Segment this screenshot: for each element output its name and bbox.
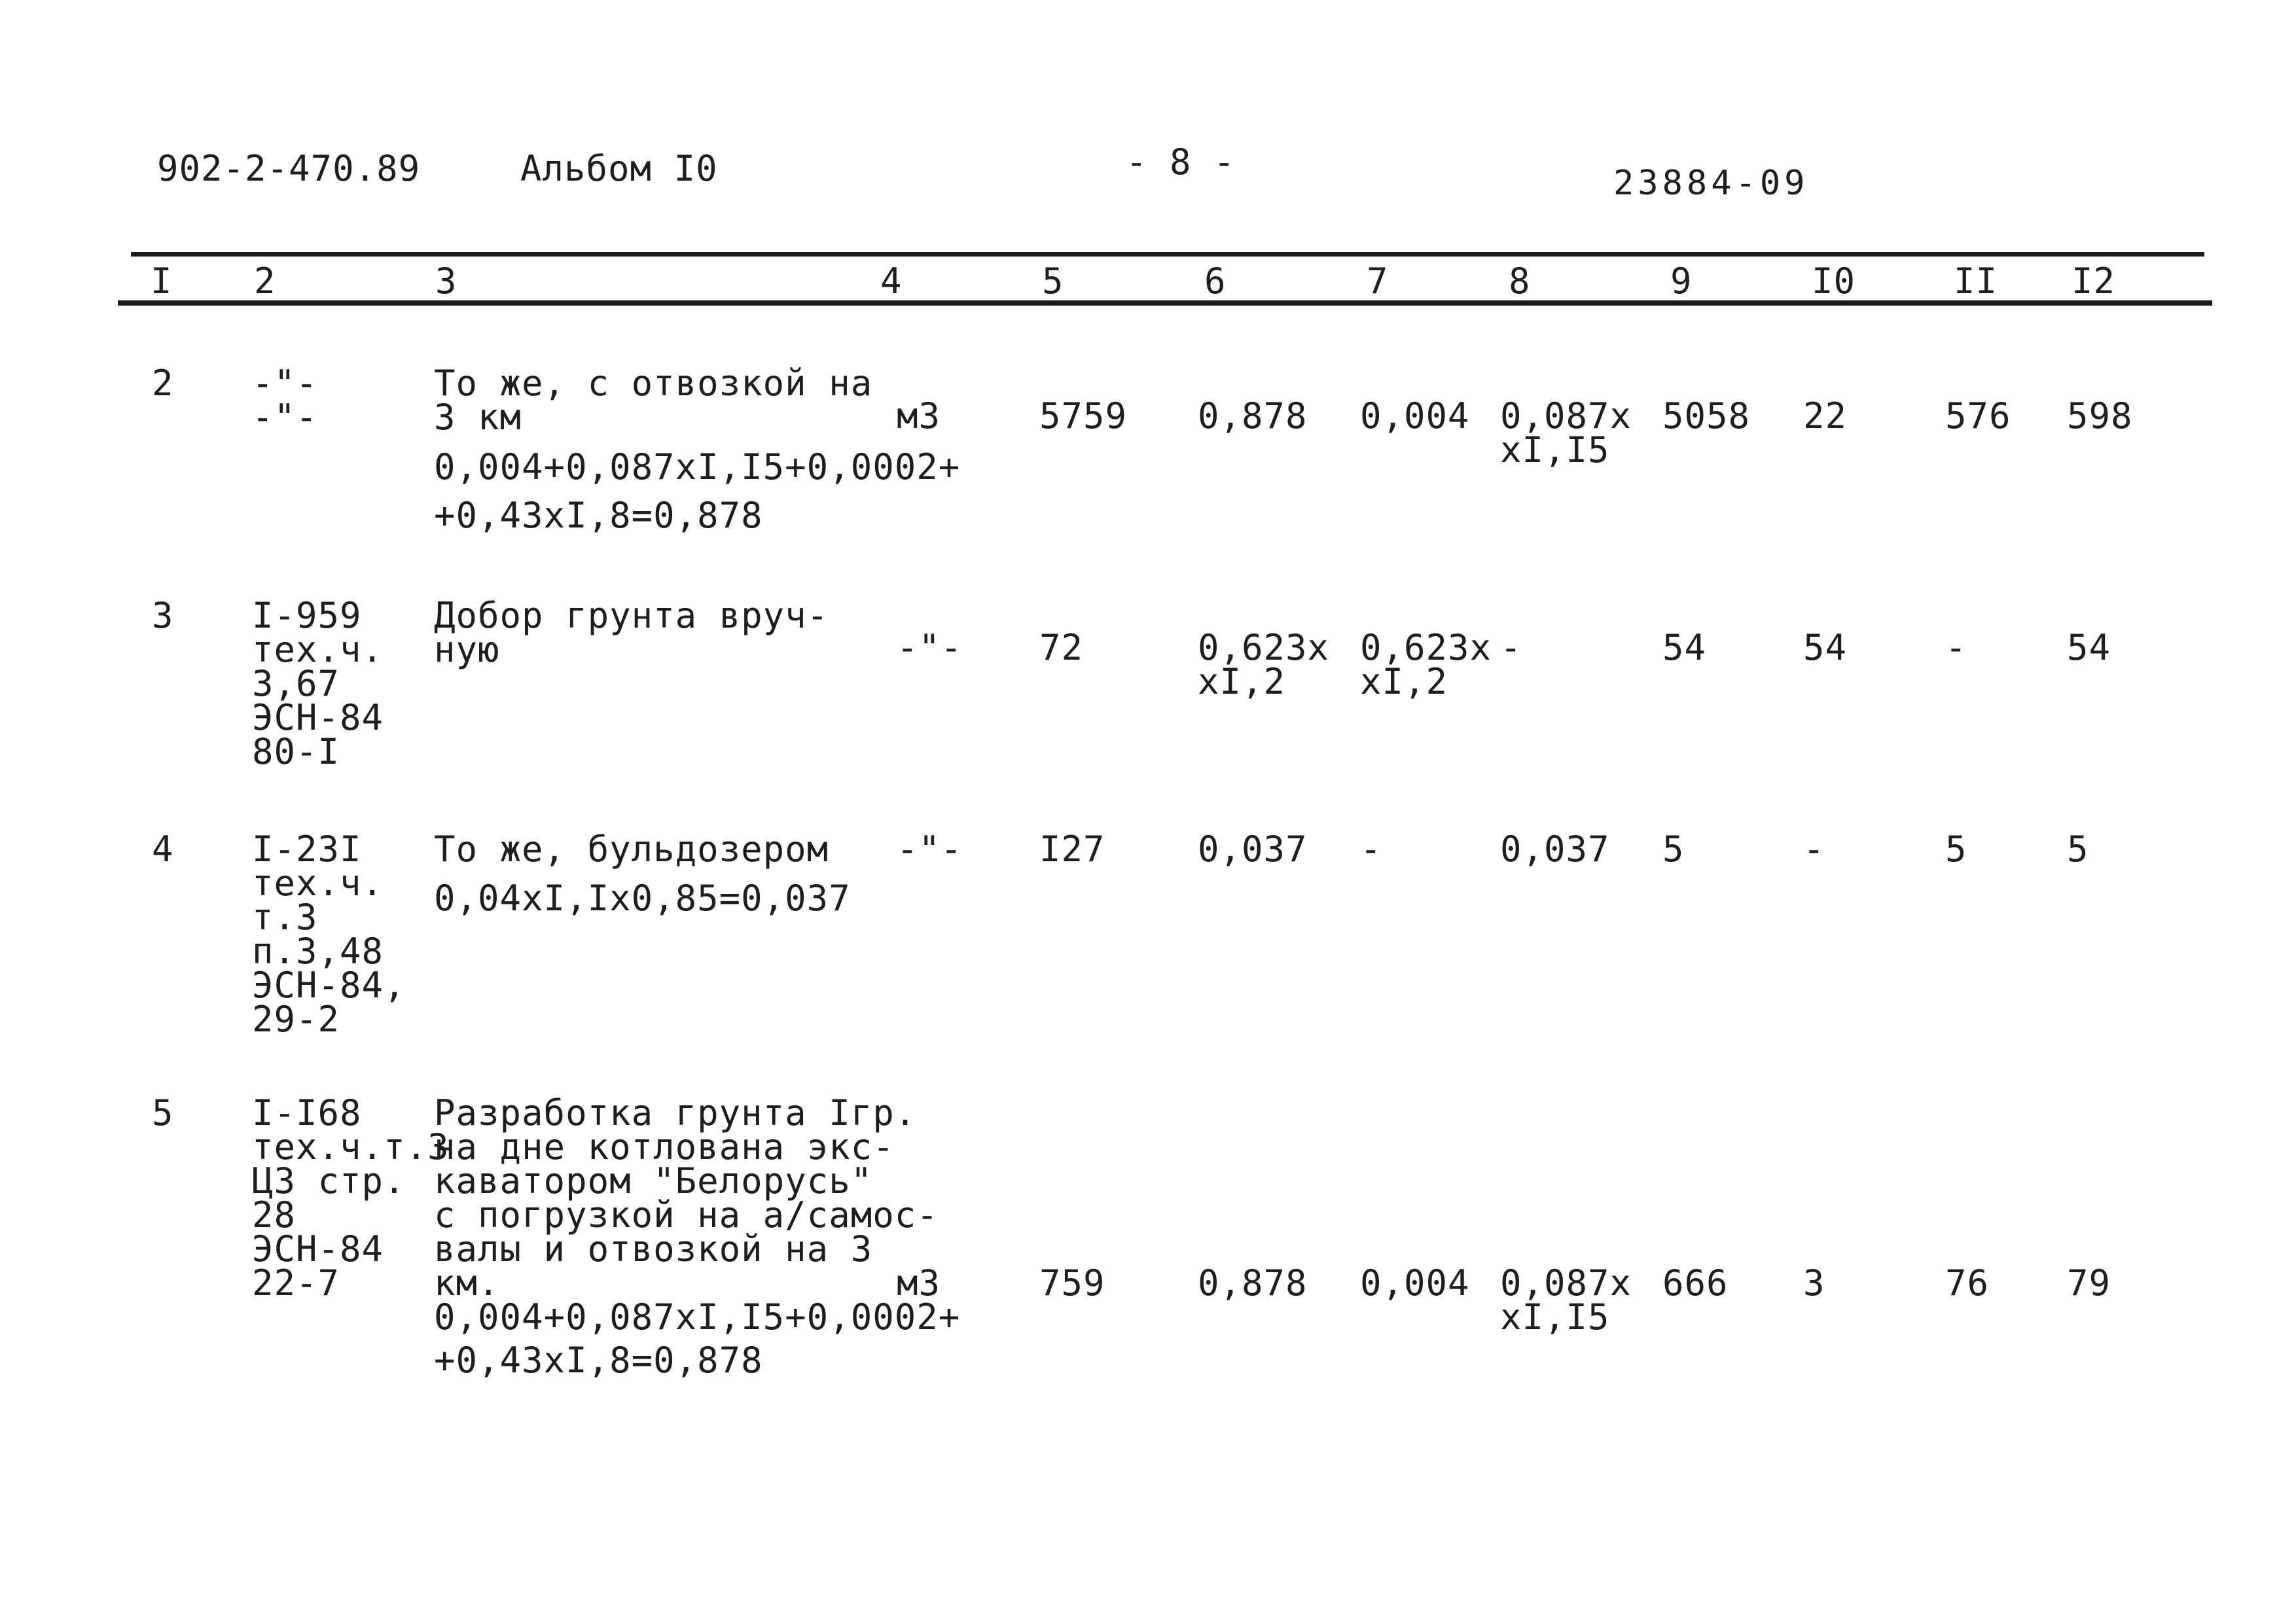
column-header: 4 [880, 260, 903, 302]
calc-formula-line: +0,43xI,8=0,878 [434, 495, 763, 536]
cell-col5: 5759 [1039, 395, 1128, 437]
column-header: I0 [1812, 260, 1856, 302]
column-header: I2 [2072, 260, 2116, 302]
row-number: 2 [152, 363, 174, 404]
header-bottom-rule [118, 300, 2212, 306]
cell-col6: 0,878 [1198, 1262, 1308, 1304]
work-description-line: каватором "Белорусь" [434, 1160, 873, 1202]
cell-col10: 54 [1803, 627, 1848, 668]
row-number: 4 [152, 829, 174, 870]
album-label: Альбом I0 [520, 148, 718, 189]
cell-col12: 598 [2067, 395, 2133, 437]
page-number: - 8 - [1126, 141, 1236, 183]
work-description-line: с погрузкой на а/самос- [434, 1194, 939, 1236]
work-description-line: ную [434, 629, 500, 670]
cell-col11: 76 [1945, 1262, 1990, 1304]
inventory-stamp: 23884-09 [1613, 164, 1809, 203]
norm-code-line: I-23I [252, 829, 362, 870]
norm-code-line: ЭСН-84, [252, 965, 406, 1006]
norm-code-line: 22-7 [252, 1262, 340, 1304]
cell-col8-line: xI,I5 [1500, 429, 1610, 471]
header-top-rule [131, 252, 2204, 257]
cell-col10: 3 [1803, 1262, 1825, 1304]
calc-formula-line: 0,04xI,Ix0,85=0,037 [434, 878, 851, 919]
norm-code-line: ЭСН-84 [252, 697, 384, 738]
cell-col9: 5058 [1662, 395, 1751, 437]
norm-code-line: тех.ч. [252, 629, 384, 670]
cell-col9: 54 [1662, 627, 1707, 668]
cell-col7-line: 0,623x [1360, 627, 1492, 668]
cell-col8-line: xI,I5 [1500, 1296, 1610, 1338]
cell-col12: 79 [2067, 1262, 2111, 1304]
work-description-line: Добор грунта вруч- [434, 595, 829, 636]
document-number: 902-2-470.89 [157, 148, 421, 189]
work-description-line: на дне котлована экс- [434, 1126, 895, 1168]
cell-col7-line: xI,2 [1360, 661, 1448, 702]
cell-col11: 576 [1945, 395, 2011, 437]
cell-col10: 22 [1803, 395, 1848, 437]
norm-code-line: 3,67 [252, 663, 340, 704]
column-header: 9 [1670, 260, 1693, 302]
column-header: 6 [1204, 260, 1227, 302]
cell-col6: 0,037 [1198, 829, 1308, 870]
column-header: I [151, 260, 173, 302]
column-header: 3 [435, 260, 457, 302]
work-description-line: км. [434, 1262, 500, 1304]
cell-col8-line: 0,087x [1500, 395, 1632, 437]
norm-code-line: ЭСН-84 [252, 1228, 384, 1270]
cell-col9: 666 [1662, 1262, 1729, 1304]
norm-code-line: 29-2 [252, 999, 340, 1040]
work-description-line: То же, с отвозкой на [434, 363, 873, 404]
norm-code-line: -"- [252, 363, 318, 404]
calc-formula-line: +0,43xI,8=0,878 [434, 1340, 763, 1381]
cell-col8: - [1500, 627, 1522, 668]
norm-code-line: I-959 [252, 595, 362, 636]
cell-col5: 72 [1039, 627, 1084, 668]
cell-col6-line: 0,623x [1198, 627, 1330, 668]
cell-col7: 0,004 [1360, 1262, 1470, 1304]
work-description-line: Разработка грунта Iгр. [434, 1092, 917, 1133]
norm-code-line: тех.ч.т.3 [252, 1126, 450, 1168]
unit-cell: -"- [897, 627, 963, 668]
column-header: 7 [1367, 260, 1389, 302]
unit-cell: -"- [897, 829, 963, 870]
cell-col7: - [1360, 829, 1382, 870]
column-header: 8 [1509, 260, 1531, 302]
row-number: 5 [152, 1092, 174, 1133]
cell-col7: 0,004 [1360, 395, 1470, 437]
norm-code-line: п.3,48 [252, 931, 384, 972]
cell-col12: 5 [2067, 829, 2089, 870]
row-number: 3 [152, 595, 174, 636]
norm-code-line: -"- [252, 397, 318, 438]
column-header: 5 [1042, 260, 1064, 302]
unit-cell: м3 [897, 1262, 941, 1304]
norm-code-line: Ц3 стр. [252, 1160, 406, 1202]
work-description-line: 3 км [434, 397, 522, 438]
work-description-line: То же, бульдозером [434, 829, 829, 870]
cell-col5: I27 [1039, 829, 1105, 870]
column-header: 2 [254, 260, 276, 302]
calc-formula-line: 0,004+0,087xI,I5+0,0002+ [434, 446, 961, 488]
norm-code-line: 80-I [252, 731, 340, 772]
unit-cell: м3 [897, 395, 941, 437]
norm-code-line: 28 [252, 1194, 296, 1236]
cell-col11: 5 [1945, 829, 1967, 870]
cell-col8-line: 0,087x [1500, 1262, 1632, 1304]
norm-code-line: т.3 [252, 897, 318, 938]
cell-col9: 5 [1662, 829, 1685, 870]
cell-col5: 759 [1039, 1262, 1105, 1304]
column-header: II [1954, 260, 1998, 302]
cell-col8: 0,037 [1500, 829, 1610, 870]
norm-code-line: тех.ч. [252, 863, 384, 904]
cell-col11: - [1945, 627, 1967, 668]
calc-formula-line: 0,004+0,087xI,I5+0,0002+ [434, 1296, 961, 1338]
cell-col6-line: xI,2 [1198, 661, 1286, 702]
cell-col10: - [1803, 829, 1825, 870]
norm-code-line: I-I68 [252, 1092, 362, 1133]
cell-col12: 54 [2067, 627, 2111, 668]
work-description-line: валы и отвозкой на 3 [434, 1228, 873, 1270]
cell-col6: 0,878 [1198, 395, 1308, 437]
